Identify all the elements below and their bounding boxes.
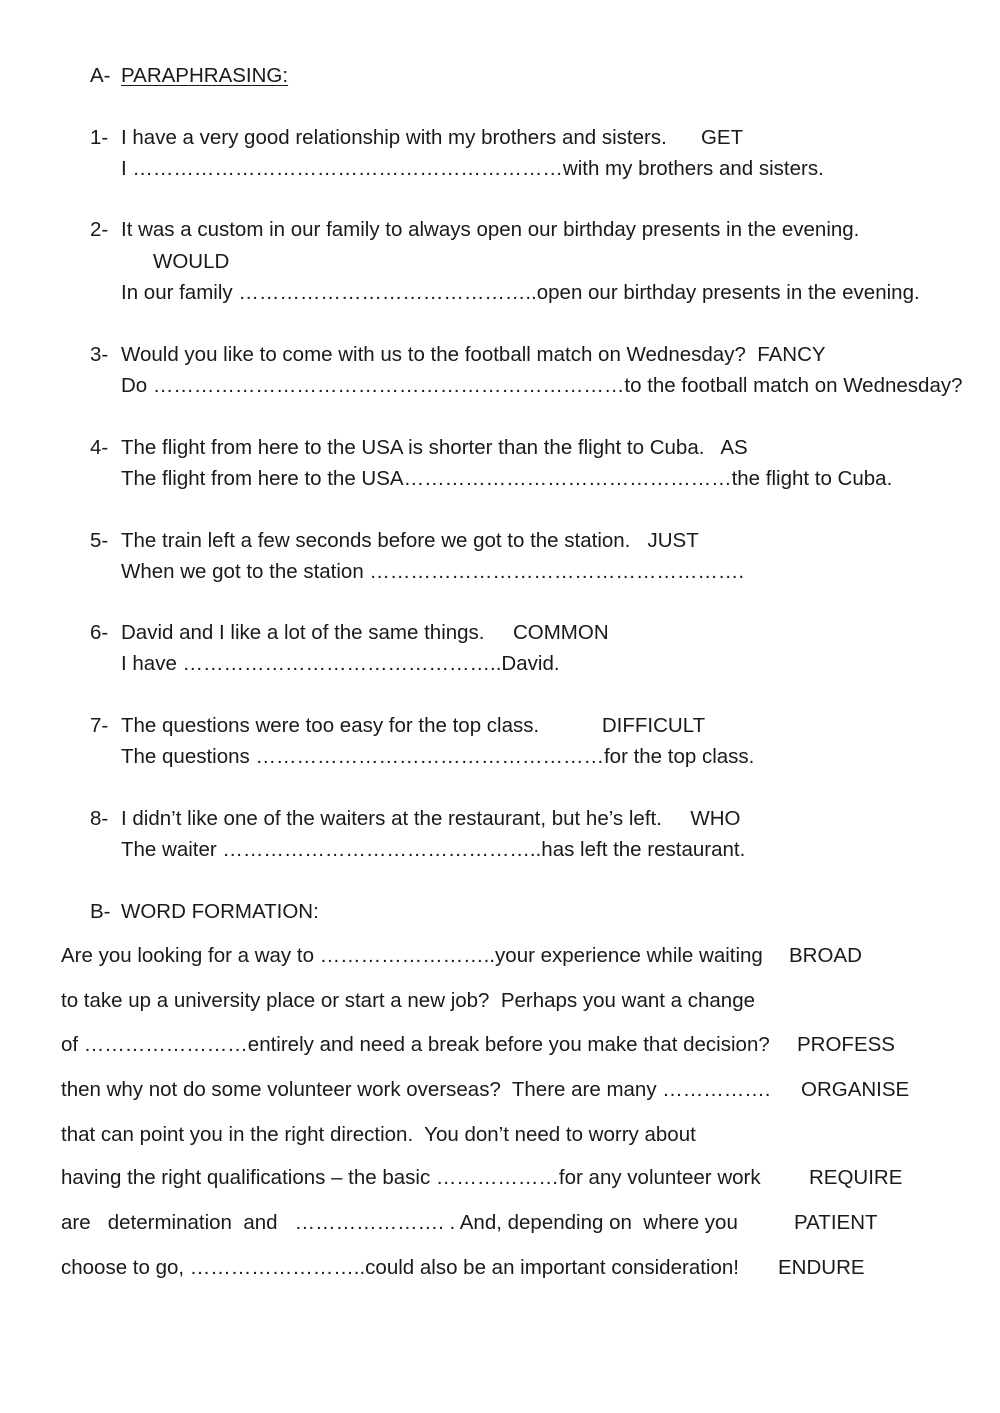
item-7-number: 7- bbox=[90, 714, 109, 737]
item-4-number: 4- bbox=[90, 436, 109, 459]
item-8-number: 8- bbox=[90, 807, 109, 830]
item-7-answer-line[interactable]: The questions ……………………………………………for the top class. bbox=[121, 745, 755, 768]
section-a-marker: A- bbox=[90, 64, 111, 87]
item-5-sentence: The train left a few seconds before we got to the station. JUST bbox=[121, 529, 699, 552]
item-8-answer-line[interactable]: The waiter ………………………………………..has left the restaurant. bbox=[121, 838, 746, 861]
item-1-answer-line[interactable]: I ………………………………………………………with my brothers and sisters. bbox=[121, 157, 824, 180]
word-formation-keyword-4: ORGANISE bbox=[801, 1078, 910, 1101]
word-formation-keyword-1: BROAD bbox=[789, 944, 862, 967]
word-formation-line-8[interactable]: choose to go, ……………………..could also be an important consideration! bbox=[61, 1256, 739, 1279]
item-2-keyword: WOULD bbox=[153, 250, 230, 273]
item-3-answer-line[interactable]: Do ……………………………………………………………to the football match on Wednesday? bbox=[121, 374, 963, 397]
item-4-answer-line[interactable]: The flight from here to the USA…………………………………………the flight to Cuba. bbox=[121, 467, 893, 490]
item-2-answer-line[interactable]: In our family ……………………………………..open our birthday presents in the evening. bbox=[121, 281, 920, 304]
item-1-number: 1- bbox=[90, 126, 109, 149]
section-a-title: PARAPHRASING: bbox=[121, 64, 289, 87]
word-formation-line-1[interactable]: Are you looking for a way to ……………………..your experience while waiting bbox=[61, 944, 763, 967]
item-6-number: 6- bbox=[90, 621, 109, 644]
item-5-number: 5- bbox=[90, 529, 109, 552]
item-2-number: 2- bbox=[90, 218, 109, 241]
word-formation-keyword-3: PROFESS bbox=[797, 1033, 895, 1056]
item-6-answer-line[interactable]: I have ………………………………………..David. bbox=[121, 652, 560, 675]
word-formation-line-7[interactable]: are determination and …………………. . And, depending on where you bbox=[61, 1211, 738, 1234]
word-formation-line-4[interactable]: then why not do some volunteer work overseas? There are many ……………. bbox=[61, 1078, 771, 1101]
item-6-sentence: David and I like a lot of the same things. COMMON bbox=[121, 621, 609, 644]
item-3-sentence: Would you like to come with us to the football match on Wednesday? FANCY bbox=[121, 343, 826, 366]
section-b-marker: B- bbox=[90, 900, 111, 923]
word-formation-keyword-8: ENDURE bbox=[778, 1256, 865, 1279]
word-formation-line-3[interactable]: of ……………………entirely and need a break before you make that decision? bbox=[61, 1033, 770, 1056]
item-3-number: 3- bbox=[90, 343, 109, 366]
item-8-sentence: I didn’t like one of the waiters at the restaurant, but he’s left. WHO bbox=[121, 807, 741, 830]
item-1-sentence: I have a very good relationship with my brothers and sisters. GET bbox=[121, 126, 744, 149]
word-formation-line-2: to take up a university place or start a new job? Perhaps you want a change bbox=[61, 989, 755, 1012]
section-b-title: WORD FORMATION: bbox=[121, 900, 319, 923]
item-5-answer-line[interactable]: When we got to the station ………………………………………………. bbox=[121, 560, 745, 583]
word-formation-line-5: that can point you in the right direction. You don’t need to worry about bbox=[61, 1123, 696, 1146]
item-4-sentence: The flight from here to the USA is shorter than the flight to Cuba. AS bbox=[121, 436, 748, 459]
item-7-sentence: The questions were too easy for the top class. DIFFICULT bbox=[121, 714, 706, 737]
item-2-sentence: It was a custom in our family to always open our birthday presents in the evening. bbox=[121, 218, 860, 241]
word-formation-keyword-7: PATIENT bbox=[794, 1211, 878, 1234]
word-formation-keyword-6: REQUIRE bbox=[809, 1166, 903, 1189]
word-formation-line-6[interactable]: having the right qualifications – the basic ………………for any volunteer work bbox=[61, 1166, 761, 1189]
